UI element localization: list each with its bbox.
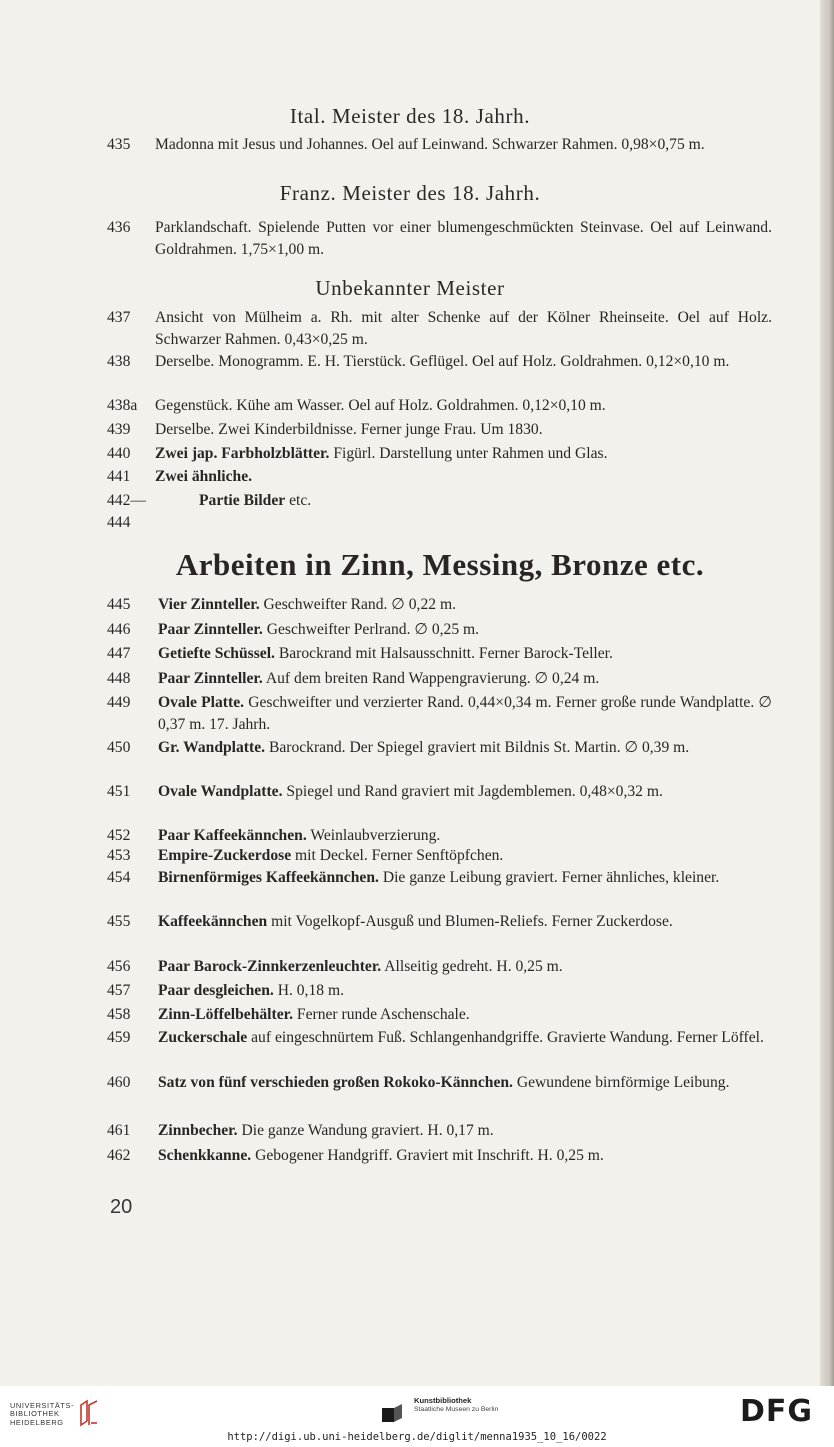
entry-lead: Paar Zinnteller. [158,670,263,687]
entry-number: 452 [107,827,131,844]
section-heading-main: Arbeiten in Zinn, Messing, Bronze etc. [175,547,705,582]
catalog-entry [107,1004,772,1026]
entry-text: Ferner runde Aschenschale. [296,1006,470,1023]
entry-lead: Zinnbecher. [158,1122,238,1139]
entry-text: Die ganze Leibung graviert. Ferner ähnliches, kleiner. [382,869,720,886]
entry-number: 451 [107,783,131,800]
catalog-entry [107,466,772,488]
catalog-entry [107,825,772,847]
entry-lead: Zwei jap. Farbholzblätter. [155,445,330,462]
entry-text: mit Deckel. Ferner Senftöpfchen. [295,847,504,864]
entry-number: 462 [107,1147,131,1164]
catalog-entry [107,692,772,736]
entry-number: 449 [107,694,131,711]
logo-line: HEIDELBERG [10,1417,64,1427]
kb-subtitle: Staatliche Museen zu Berlin [414,1406,499,1413]
entry-number: 459 [107,1029,131,1046]
entry-lead: Empire-Zuckerdose [158,847,292,864]
entry-number: 453 [107,847,131,864]
entry-text: Parklandschaft. Spielende Putten vor einer blumengeschmückten Steinvase. Oel auf Leinwand. Goldrahmen. 1,75×1,00 m. [155,219,772,258]
entry-text: Ansicht von Mülheim a. Rh. mit alter Schenke auf der Kölner Rheinseite. Oel auf Holz. Schwarzer Rahmen. 0,43×0,25 m. [155,309,772,348]
entry-text: mit Vogelkopf-Ausguß und Blumen-Reliefs. Ferner Zuckerdose. [271,913,673,930]
entry-text: auf eingeschnürtem Fuß. Schlangenhandgriffe. Gravierte Wandung. Ferner Löffel. [251,1029,764,1046]
digitization-footer [0,1386,834,1447]
catalog-entry [107,307,772,351]
entry-number: 440 [107,445,131,462]
catalog-entry [107,217,772,261]
entry-lead: Birnenförmiges Kaffeekännchen. [158,869,379,886]
entry-text: Die ganze Wandung graviert. H. 0,17 m. [241,1122,494,1139]
catalog-entry [107,845,772,867]
entry-text: Madonna mit Jesus und Johannes. Oel auf Leinwand. Schwarzer Rahmen. 0,98×0,75 m. [155,136,705,153]
catalog-entry [107,911,772,933]
catalog-entry [107,781,772,803]
permalink-url[interactable]: http://digi.ub.uni-heidelberg.de/diglit/menna1935_10_16/0022 [227,1431,607,1443]
catalog-entry [107,351,772,373]
entry-number: 457 [107,982,131,999]
entry-number: 455 [107,913,131,930]
catalog-entry [107,1027,772,1049]
section-heading: Unbekannter Meister [315,276,505,300]
catalog-entry [107,395,772,417]
university-emblem-icon [78,1399,100,1427]
catalog-entry [107,956,772,978]
entry-text: Auf dem breiten Rand Wappengravierung. ∅ 0,24 m. [265,670,600,687]
entry-number: 461 [107,1122,131,1139]
entry-text: Figürl. Darstellung unter Rahmen und Glas. [333,445,608,462]
logo-line: UNIVERSITÄTS- [10,1401,75,1410]
kunstbibliothek-mark-icon [380,1402,404,1424]
section-heading: Ital. Meister des 18. Jahrh. [289,104,531,128]
entry-text: Weinlaubverzierung. [310,827,441,844]
catalog-entry [107,134,772,156]
catalog-entry [107,867,772,889]
entry-lead: Getiefte Schüssel. [158,645,275,662]
page-edge [820,0,834,1386]
entry-lead: Zwei ähnliche. [155,468,253,485]
entry-text: Derselbe. Monogramm. E. H. Tierstück. Geflügel. Oel auf Holz. Goldrahmen. 0,12×0,10 m. [155,353,730,370]
catalog-entry [107,443,772,465]
entry-number: 460 [107,1074,131,1091]
entry-number: 446 [107,621,131,638]
entry-text: etc. [289,492,312,509]
entry-lead: Vier Zinnteller. [158,596,260,613]
entry-number: 439 [107,421,131,438]
university-library-logo[interactable] [10,1402,74,1427]
catalog-entry [107,668,772,690]
entry-number: 435 [107,136,131,153]
entry-text: Gewundene birnförmige Leibung. [516,1074,730,1091]
entry-lead: Paar Zinnteller. [158,621,263,638]
entry-text: Derselbe. Zwei Kinderbildnisse. Ferner junge Frau. Um 1830. [155,421,543,438]
entry-number: 448 [107,670,131,687]
entry-text: Allseitig gedreht. H. 0,25 m. [384,958,563,975]
dfg-logo[interactable]: DFG [740,1394,814,1429]
entry-number: 438a [107,397,138,414]
entry-text: Geschweifter Perlrand. ∅ 0,25 m. [266,621,480,638]
catalog-entry [107,980,772,1002]
catalog-entry [107,419,772,441]
entry-text: Barockrand. Der Spiegel graviert mit Bildnis St. Martin. ∅ 0,39 m. [268,739,690,756]
entry-number: 437 [107,309,131,326]
catalog-entry [107,1145,772,1167]
entry-number: 442—444 [107,492,146,531]
entry-number: 441 [107,468,131,485]
entry-text: Barockrand mit Halsausschnitt. Ferner Barock-Teller. [278,645,613,662]
entry-lead: Zinn-Löffelbehälter. [158,1006,294,1023]
entry-lead: Satz von fünf verschieden großen Rokoko-Kännchen. [158,1074,513,1091]
entry-lead: Schenkkanne. [158,1147,252,1164]
entry-number: 458 [107,1006,131,1023]
entry-number: 445 [107,596,131,613]
entry-text: Geschweifter Rand. ∅ 0,22 m. [263,596,456,613]
kb-title: Kunstbibliothek [414,1396,472,1405]
catalog-entry [107,643,772,665]
entry-lead: Paar Barock-Zinnkerzenleuchter. [158,958,382,975]
entry-number: 450 [107,739,131,756]
entry-text: Spiegel und Rand graviert mit Jagdemblemen. 0,48×0,32 m. [286,783,663,800]
catalog-entry [107,1072,772,1094]
entry-lead: Kaffeekännchen [158,913,268,930]
entry-lead: Ovale Wandplatte. [158,783,283,800]
entry-text: Gebogener Handgriff. Graviert mit Inschrift. H. 0,25 m. [255,1147,604,1164]
entry-text: H. 0,18 m. [277,982,344,999]
entry-number: 454 [107,869,131,886]
catalog-entry [107,490,772,531]
section-heading: Franz. Meister des 18. Jahrh. [279,181,541,205]
entry-number: 438 [107,353,131,370]
entry-lead: Zuckerschale [158,1029,248,1046]
entry-number: 447 [107,645,131,662]
catalog-entry [107,1120,772,1142]
entry-lead: Paar desgleichen. [158,982,274,999]
logo-line: BIBLIOTHEK [10,1409,60,1419]
entry-number: 456 [107,958,131,975]
entry-lead: Ovale Platte. [158,694,245,711]
entry-text: Geschweifter und verzierter Rand. 0,44×0,34 m. Ferner große runde Wandplatte. ∅ 0,37 m. 17. Jahrh. [158,694,772,733]
entry-lead: Partie Bilder [199,492,286,509]
catalog-entry [107,594,772,616]
entry-lead: Paar Kaffeekännchen. [158,827,307,844]
catalog-entry [107,737,772,759]
catalog-entry [107,619,772,641]
entry-number: 436 [107,219,131,236]
entry-text: Gegenstück. Kühe am Wasser. Oel auf Holz. Goldrahmen. 0,12×0,10 m. [155,397,606,414]
page-number: 20 [110,1196,133,1218]
entry-lead: Gr. Wandplatte. [158,739,266,756]
